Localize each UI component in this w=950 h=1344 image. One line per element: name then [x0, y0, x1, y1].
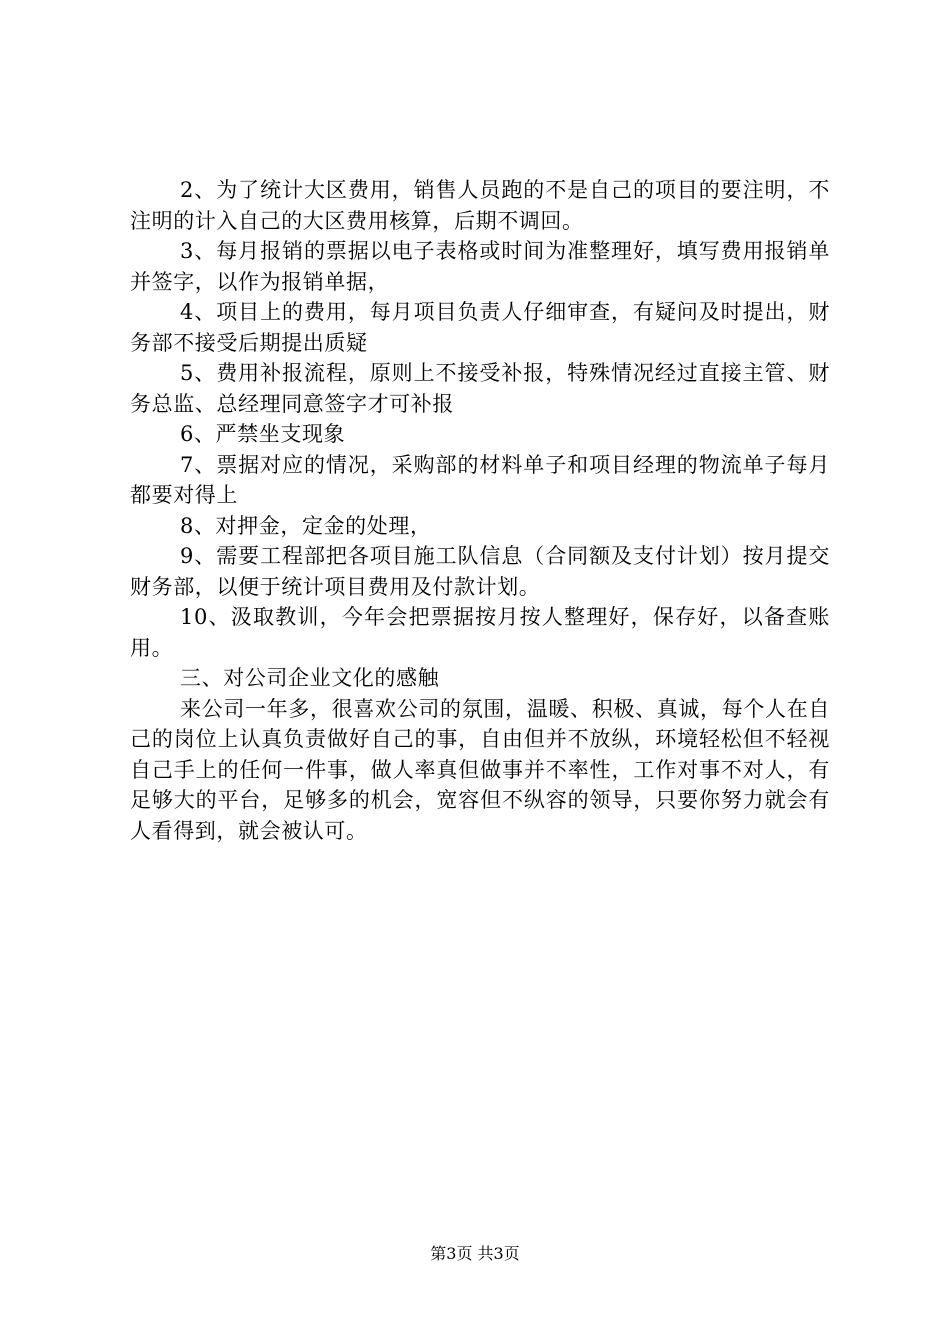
paragraph-item-5: 5、费用补报流程，原则上不接受补报，特殊情况经过直接主管、财务总监、总经理同意签字才可补报: [130, 361, 830, 416]
paragraph-culture: 来公司一年多，很喜欢公司的氛围，温暖、积极、真诚，每个人在自己的岗位上认真负责做好自己的事，自由但并不放纵，环境轻松但不轻视自己手上的任何一件事，做人率真但做事并不率性，工作对事不对人，有足够大的平台，足够多的机会，宽容但不纵容的领导，只要你努力就会有人看得到，就会被认可。: [130, 696, 830, 843]
paragraph-item-9: 9、需要工程部把各项目施工队信息（合同额及支付计划）按月提交财务部，以便于统计项目费用及付款计划。: [130, 544, 830, 599]
paragraph-item-4: 4、项目上的费用，每月项目负责人仔细审查，有疑问及时提出，财务部不接受后期提出质疑: [130, 300, 830, 355]
paragraph-item-7: 7、票据对应的情况，采购部的材料单子和项目经理的物流单子每月都要对得上: [130, 452, 830, 507]
section-heading: 三、对公司企业文化的感触: [180, 666, 440, 690]
document-body: [130, 175, 830, 846]
paragraph-item-3: 3、每月报销的票据以电子表格或时间为准整理好，填写费用报销单并签字，以作为报销单据，: [130, 239, 830, 294]
paragraph-item-10: 10、汲取教训，今年会把票据按月按人整理好，保存好，以备查账用。: [130, 605, 830, 660]
paragraph-item-8: 8、对押金，定金的处理，: [180, 513, 432, 538]
paragraph-item-6: 6、严禁坐支现象: [180, 422, 346, 446]
page-footer: 第3页 共3页: [430, 1244, 520, 1263]
paragraph-item-2: 2、为了统计大区费用，销售人员跑的不是自己的项目的要注明，不注明的计入自己的大区费用核算，后期不调回。: [130, 178, 830, 233]
